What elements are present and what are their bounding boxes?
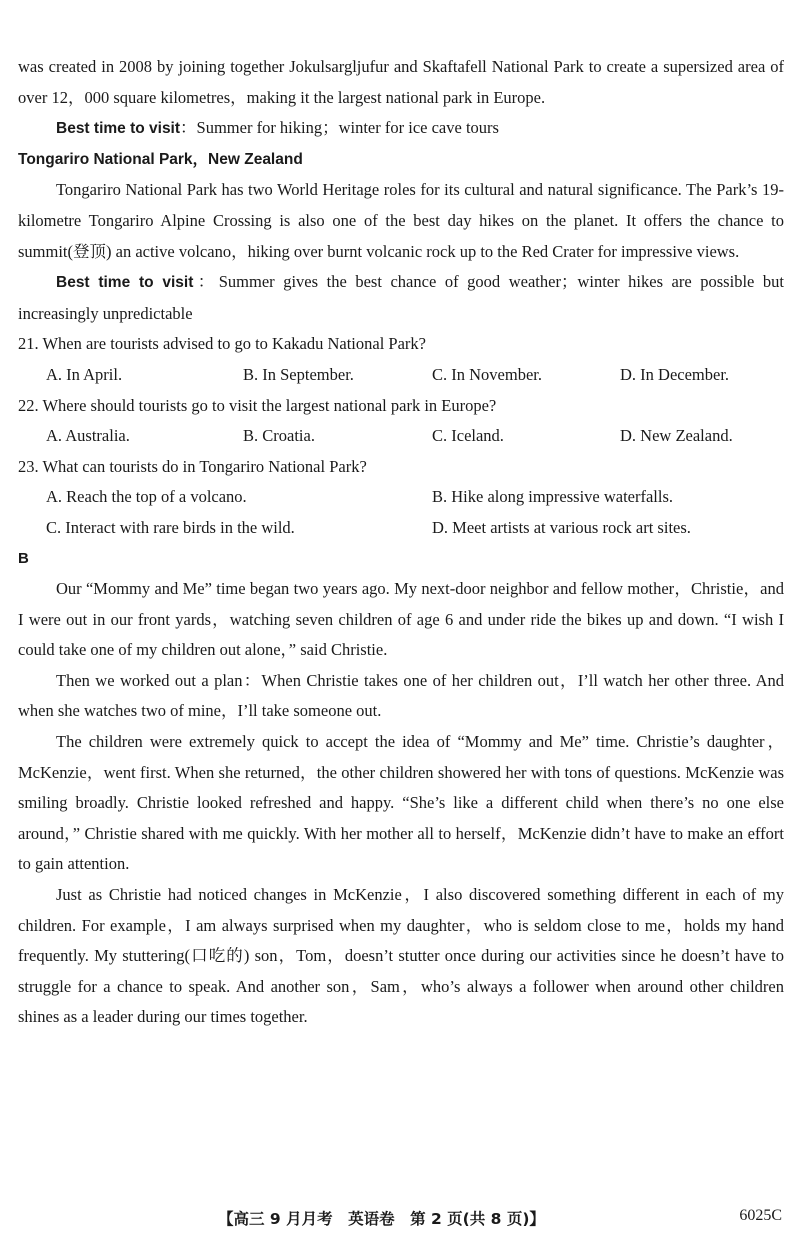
section-b-paragraph: Just as Christie had noticed changes in McKenzie，I also discovered something different in each of my children. For example，I am always surprised when my daughter，who is seldom close to me，holds my hand frequently. My stuttering(口吃的) son，Tom，doesn’t stutter once during our activities since he doesn’t have to struggle for a chance to speak. And another son，Sam，who’s always a follower when around other children shines as a leader during our times together. (18, 885, 784, 1027)
footer-page-info: 【高三 9 月月考 英语卷 第 2 页(共 8 页)】 (218, 1210, 545, 1228)
question-21 (18, 329, 784, 390)
intro-paragraph: was created in 2008 by joining together Jokulsargljufur and Skaftafell National Park to create a supersized area of over 12，000 square kilometres，making it the largest national park in Europe. (18, 57, 784, 107)
option-d: D. New Zealand. (620, 426, 733, 446)
tongariro-best-time (18, 267, 784, 329)
question-23 (18, 452, 784, 544)
option-d: D. In December. (620, 364, 730, 384)
best-time-text: ：Summer for hiking；winter for ice cave tours (180, 118, 499, 138)
answer-options (18, 421, 784, 452)
option-a: A. Australia. (46, 426, 130, 446)
answer-options (18, 482, 784, 543)
iceland-best-time (18, 113, 784, 145)
section-b-paragraph: The children were extremely quick to accept the idea of “Mommy and Me” time. Christie’s daughter，McKenzie，went first. When she returned，the other children showered her with tons of questions. McKenzie was smiling broadly. Christie looked refreshed and happy. “She’s like a different child when there’s no one else around，” Christie shared with me quickly. With her mother all to herself，McKenzie didn’t have to make an effort to gain attention. (18, 732, 784, 874)
question-stem: 21. When are tourists advised to go to Kakadu National Park? (18, 334, 426, 354)
question-stem: 23. What can tourists do in Tongariro National Park? (18, 456, 367, 476)
best-time-label: Best time to visit (56, 120, 181, 138)
best-time-text: ：Summer gives the best chance of good weather；winter hikes are possible but increasingly unpredictable (18, 272, 784, 323)
tongariro-heading: Tongariro National Park，New Zealand (18, 150, 303, 168)
tongariro-paragraph: Tongariro National Park has two World Heritage roles for its cultural and natural significance. The Park’s 19-kilometre Tongariro Alpine Crossing is also one of the best day hikes on the planet. It offers the chance to summit(登顶) an active volcano，hiking over burnt volcanic rock up to the Red Crater for impressive views. (18, 180, 784, 261)
answer-options (18, 360, 784, 391)
footer-exam-code: 6025C (739, 1207, 782, 1224)
page-footer (0, 1207, 800, 1237)
option-c: C. In November. (432, 364, 542, 384)
option-c: C. Interact with rare birds in the wild. (46, 517, 295, 537)
section-b-heading: B (18, 549, 29, 567)
option-b: B. Croatia. (243, 426, 315, 446)
section-b-paragraph: Our “Mommy and Me” time began two years ago. My next-door neighbor and fellow mother，Christie，and I were out in our front yards，watching seven children of age 6 and under ride the bikes up and down. “I wish I could take one of my children out alone，” said Christie. (18, 579, 784, 660)
option-b: B. Hike along impressive waterfalls. (432, 487, 674, 507)
option-a: A. Reach the top of a volcano. (46, 487, 247, 507)
question-stem: 22. Where should tourists go to visit the largest national park in Europe? (18, 395, 497, 415)
option-a: A. In April. (46, 364, 123, 384)
best-time-label: Best time to visit (56, 274, 194, 292)
question-22 (18, 391, 784, 452)
document-page (18, 52, 784, 1033)
option-c: C. Iceland. (432, 426, 504, 446)
option-d: D. Meet artists at various rock art sites. (432, 517, 691, 537)
option-b: B. In September. (243, 364, 354, 384)
section-b-paragraph: Then we worked out a plan：When Christie takes one of her children out，I’ll watch her other three. And when she watches two of mine，I’ll take someone out. (18, 670, 784, 721)
